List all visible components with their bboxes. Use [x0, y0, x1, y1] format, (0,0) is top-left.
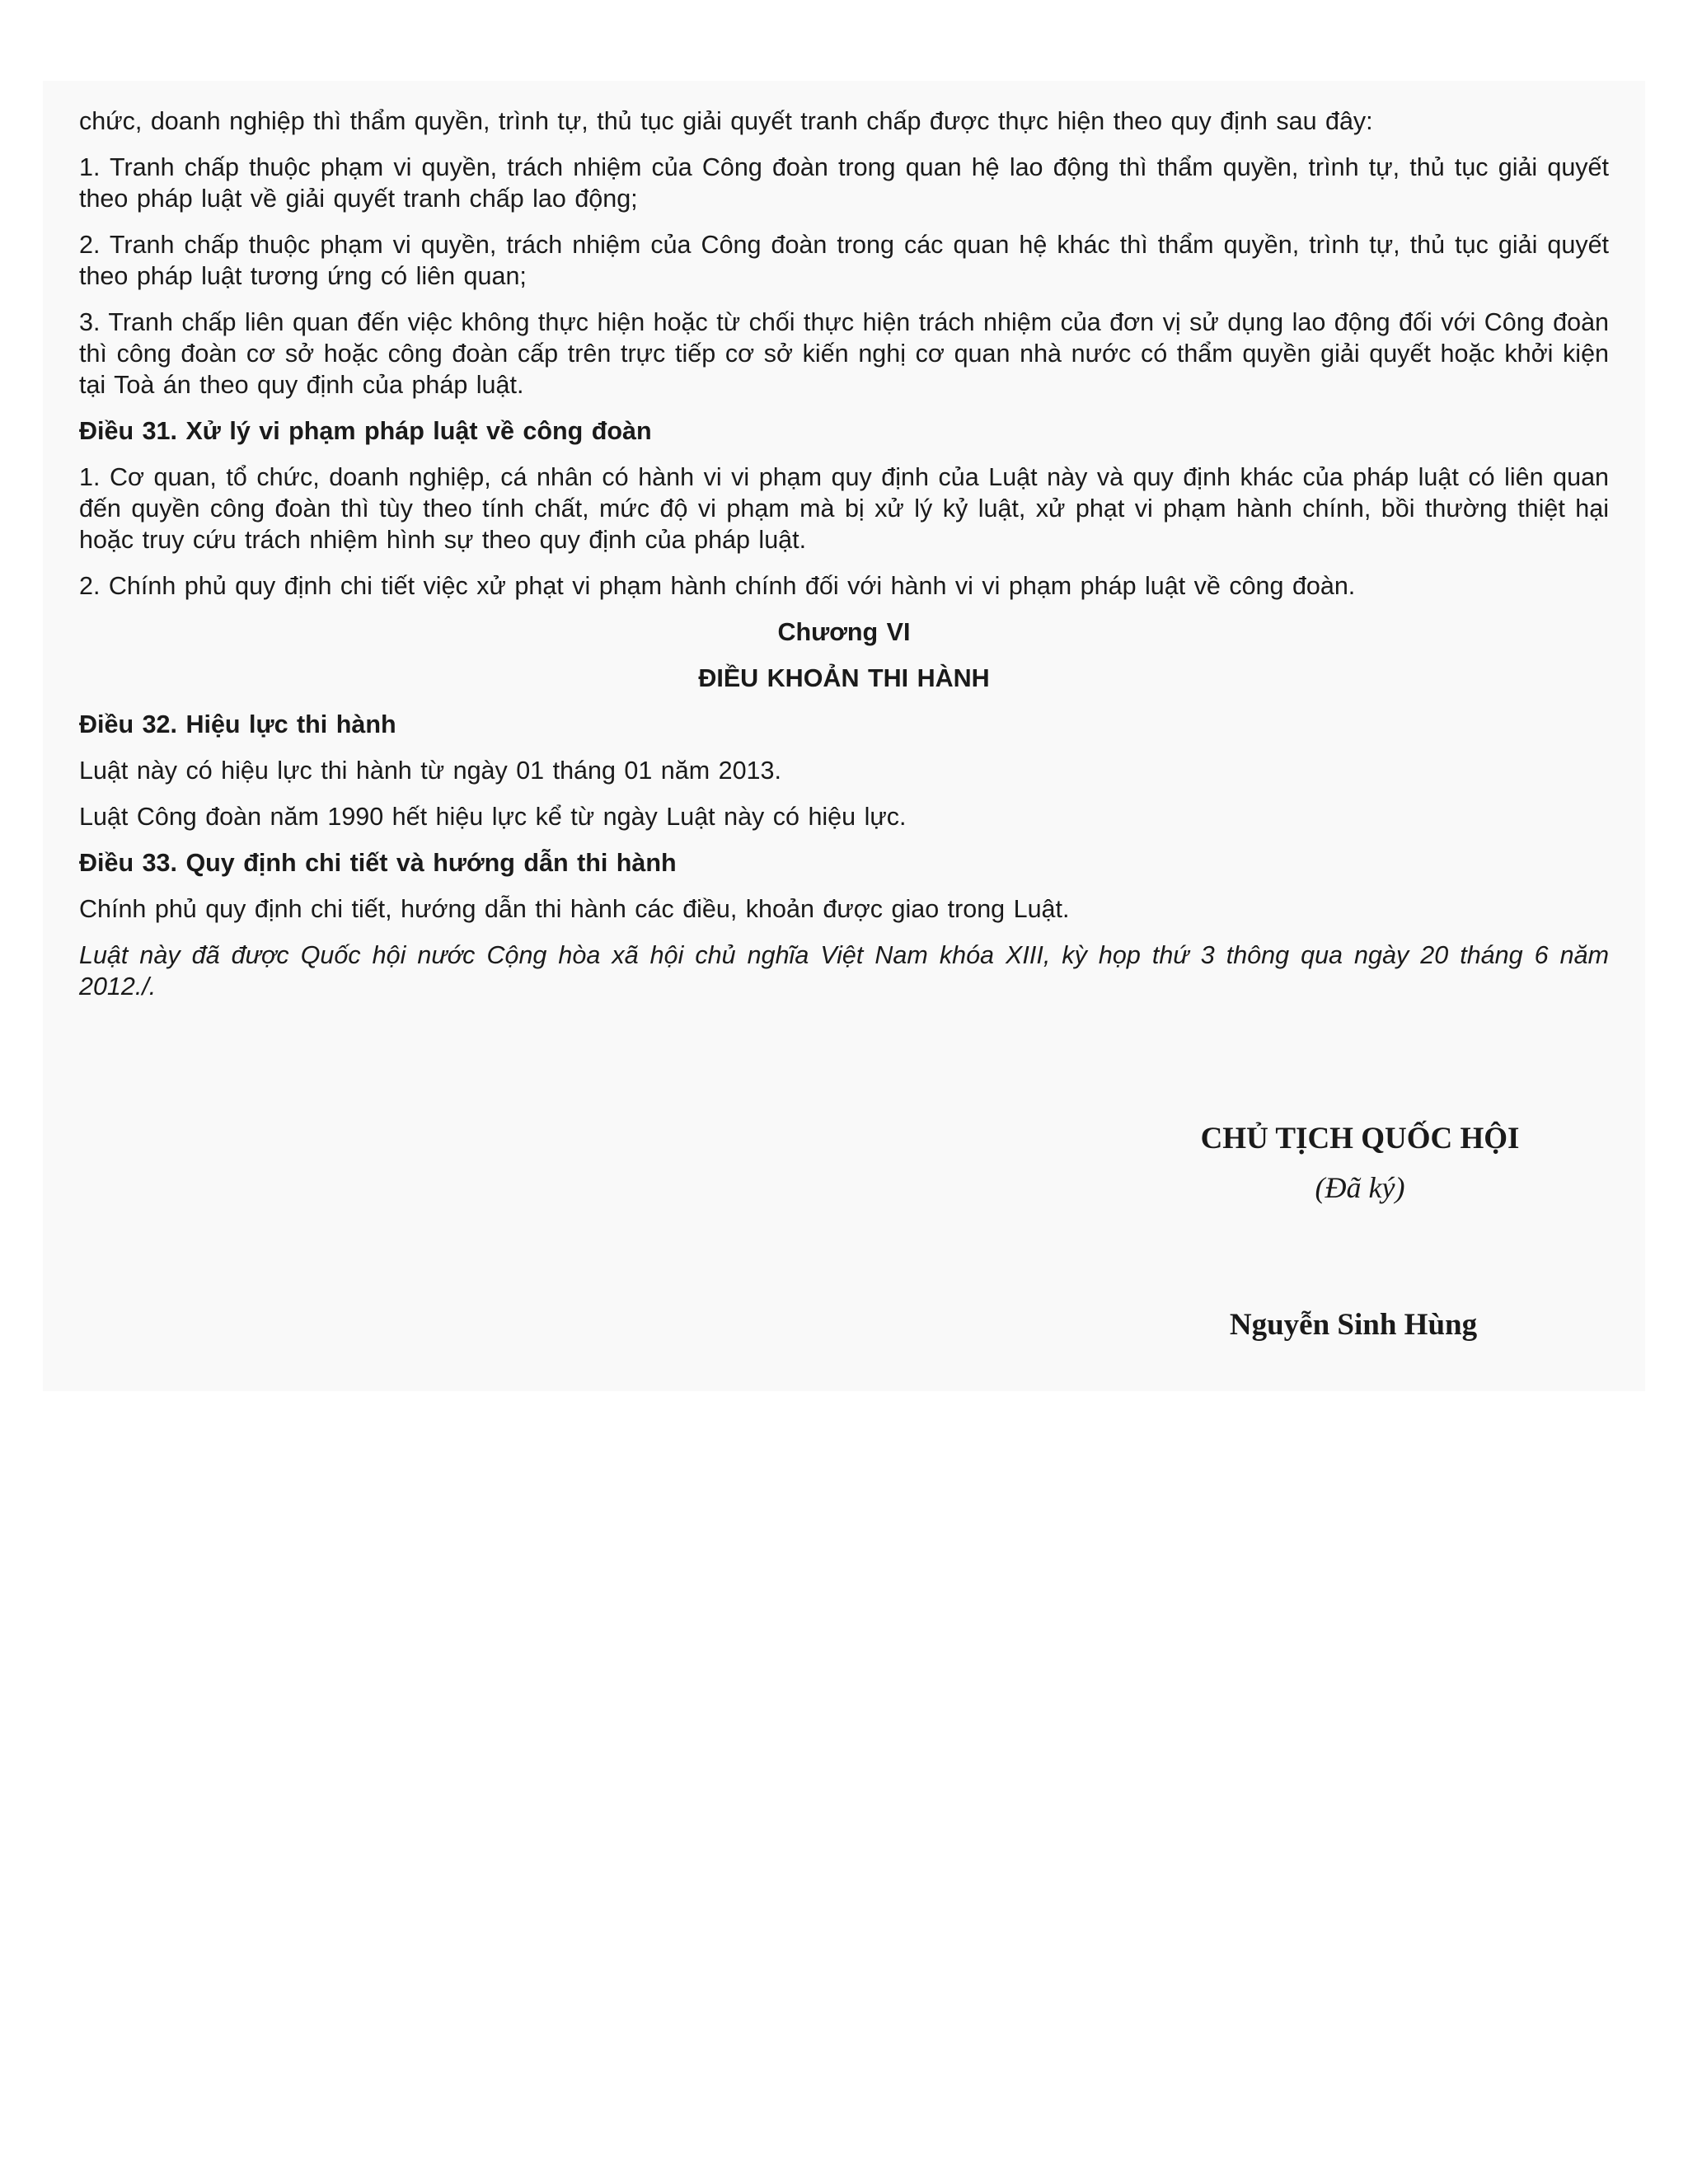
article-33-heading: Điều 33. Quy định chi tiết và hướng dẫn thi hành: [79, 849, 677, 877]
closing-note: Luật này đã được Quốc hội nước Cộng hòa xã hội chủ nghĩa Việt Nam khóa XIII, kỳ họp thứ 3 thông qua ngày 20 tháng 6 năm 2012./.: [79, 941, 1609, 1001]
article-31-item-1: 1. Cơ quan, tổ chức, doanh nghiệp, cá nhân có hành vi vi phạm quy định của Luật này và quy định khác của pháp luật có liên quan đến quyền công đoàn thì tùy theo tính chất, mức độ vi phạm mà bị xử lý kỷ luật, xử phạt vi phạm hành chính, bồi thường thiệt hại hoặc truy cứu trách nhiệm hình sự theo quy định của pháp luật.: [79, 463, 1609, 554]
signature-name: Nguyễn Sinh Hùng: [1229, 1308, 1478, 1342]
article-32-item-1: Luật này có hiệu lực thi hành từ ngày 01 tháng 01 năm 2013.: [79, 757, 781, 785]
document-body: [79, 105, 1609, 1002]
chapter-number: Chương VI: [777, 618, 911, 646]
article-32-item-2: Luật Công đoàn năm 1990 hết hiệu lực kể từ ngày Luật này có hiệu lực.: [79, 803, 907, 831]
paragraph-item-2: 2. Tranh chấp thuộc phạm vi quyền, trách nhiệm của Công đoàn trong các quan hệ khác thì thẩm quyền, trình tự, thủ tục giải quyết theo pháp luật tương ứng có liên quan;: [79, 231, 1609, 290]
signature-note: (Đã ký): [1315, 1171, 1405, 1204]
article-33-item-1: Chính phủ quy định chi tiết, hướng dẫn thi hành các điều, khoản được giao trong Luật.: [79, 895, 1070, 923]
paragraph-item-3: 3. Tranh chấp liên quan đến việc không thực hiện hoặc từ chối thực hiện trách nhiệm của đơn vị sử dụng lao động đối với Công đoàn thì công đoàn cơ sở hoặc công đoàn cấp trên trực tiếp cơ sở kiến nghị cơ quan nhà nước có thẩm quyền giải quyết hoặc khởi kiện tại Toà án theo quy định của pháp luật.: [79, 308, 1610, 399]
article-31-item-2: 2. Chính phủ quy định chi tiết việc xử phạt vi phạm hành chính đối với hành vi vi phạm pháp luật về công đoàn.: [79, 572, 1356, 600]
article-32-heading: Điều 32. Hiệu lực thi hành: [79, 710, 396, 738]
signature-title: CHỦ TỊCH QUỐC HỘI: [1200, 1122, 1520, 1155]
chapter-title: ĐIỀU KHOẢN THI HÀNH: [698, 664, 990, 692]
paragraph-item-1: 1. Tranh chấp thuộc phạm vi quyền, trách nhiệm của Công đoàn trong quan hệ lao động thì thẩm quyền, trình tự, thủ tục giải quyết theo pháp luật về giải quyết tranh chấp lao động;: [79, 153, 1609, 213]
article-31-heading: Điều 31. Xử lý vi phạm pháp luật về công đoàn: [79, 417, 652, 445]
paragraph-intro: chức, doanh nghiệp thì thẩm quyền, trình tự, thủ tục giải quyết tranh chấp được thực hiện theo quy định sau đây:: [79, 107, 1373, 135]
